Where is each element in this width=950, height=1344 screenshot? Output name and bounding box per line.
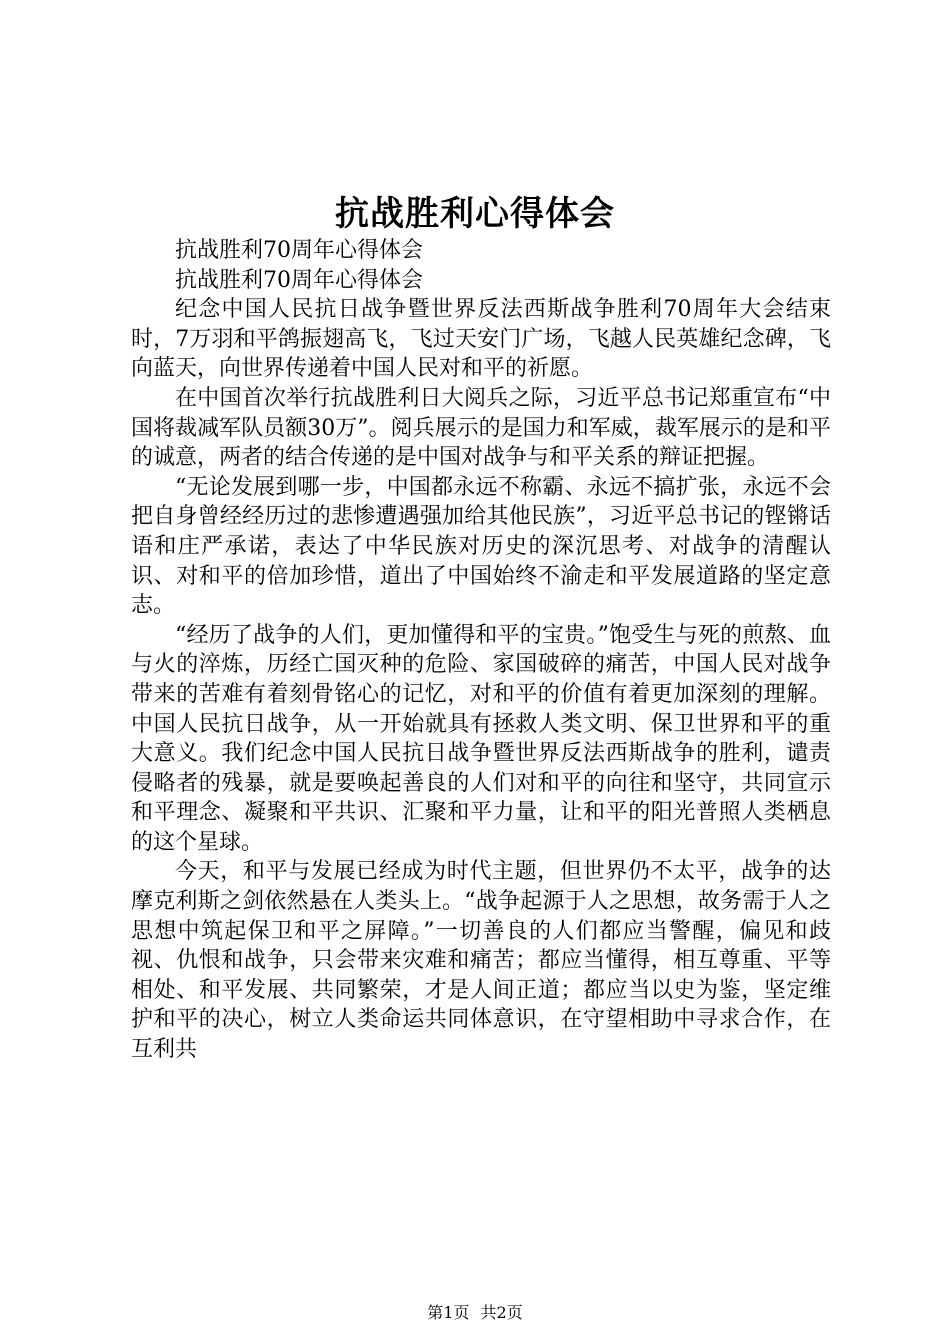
page-total: 共2页 (480, 1303, 523, 1322)
body-paragraph: “经历了战争的人们，更加懂得和平的宝贵。”饱受生与死的煎熬、血与火的淬炼，历经亡国灭种的危险、家国破碎的痛苦，中国人民对战争带来的苦难有着刻骨铭心的记忆，对和平的价值有着更加深刻的理解。中国人民抗日战争，从一开始就具有拯救人类文明、保卫世界和平的重大意义。我们纪念中国人民抗日战争暨世界反法西斯战争的胜利，谴责侵略者的残暴，就是要唤起善良的人们对和平的向往和坚守，共同宣示和平理念、凝聚和平共识、汇聚和平力量，让和平的阳光普照人类栖息的这个星球。 (131, 622, 831, 855)
document-title: 抗战胜利心得体会 (335, 194, 615, 234)
subtitle-line: 抗战胜利70周年心得体会 (175, 267, 423, 293)
document-body (131, 236, 831, 1065)
body-paragraph: “无论发展到哪一步，中国都永远不称霸、永远不搞扩张，永远不会把自身曾经经历过的悲惨遭遇强加给其他民族”，习近平总书记的铿锵话语和庄严承诺，表达了中华民族对历史的深沉思考、对战争的清醒认识、对和平的倍加珍惜，道出了中国始终不渝走和平发展道路的坚定意志。 (131, 474, 831, 619)
page-number: 第1页 (427, 1303, 470, 1322)
body-paragraph: 在中国首次举行抗战胜利日大阅兵之际，习近平总书记郑重宣布“中国将裁减军队员额30万”。阅兵展示的是国力和军威，裁军展示的是和平的诚意，两者的结合传递的是中国对战争与和平关系的辩证把握。 (131, 385, 831, 471)
page-footer (0, 1300, 950, 1323)
body-paragraph: 今天，和平与发展已经成为时代主题，但世界仍不太平，战争的达摩克利斯之剑依然悬在人类头上。“战争起源于人之思想，故务需于人之思想中筑起保卫和平之屏障。”一切善良的人们都应当警醒，偏见和歧视、仇恨和战争，只会带来灾难和痛苦；都应当懂得，相互尊重、平等相处、和平发展、共同繁荣，才是人间正道；都应当以史为鉴，坚定维护和平的决心，树立人类命运共同体意识，在守望相助中寻求合作，在互利共 (131, 859, 831, 1063)
body-paragraph: 纪念中国人民抗日战争暨世界反法西斯战争胜利70周年大会结束时，7万羽和平鸽振翅高飞，飞过天安门广场，飞越人民英雄纪念碑，飞向蓝天，向世界传递着中国人民对和平的祈愿。 (131, 297, 831, 382)
subtitle-line: 抗战胜利70周年心得体会 (175, 238, 423, 263)
